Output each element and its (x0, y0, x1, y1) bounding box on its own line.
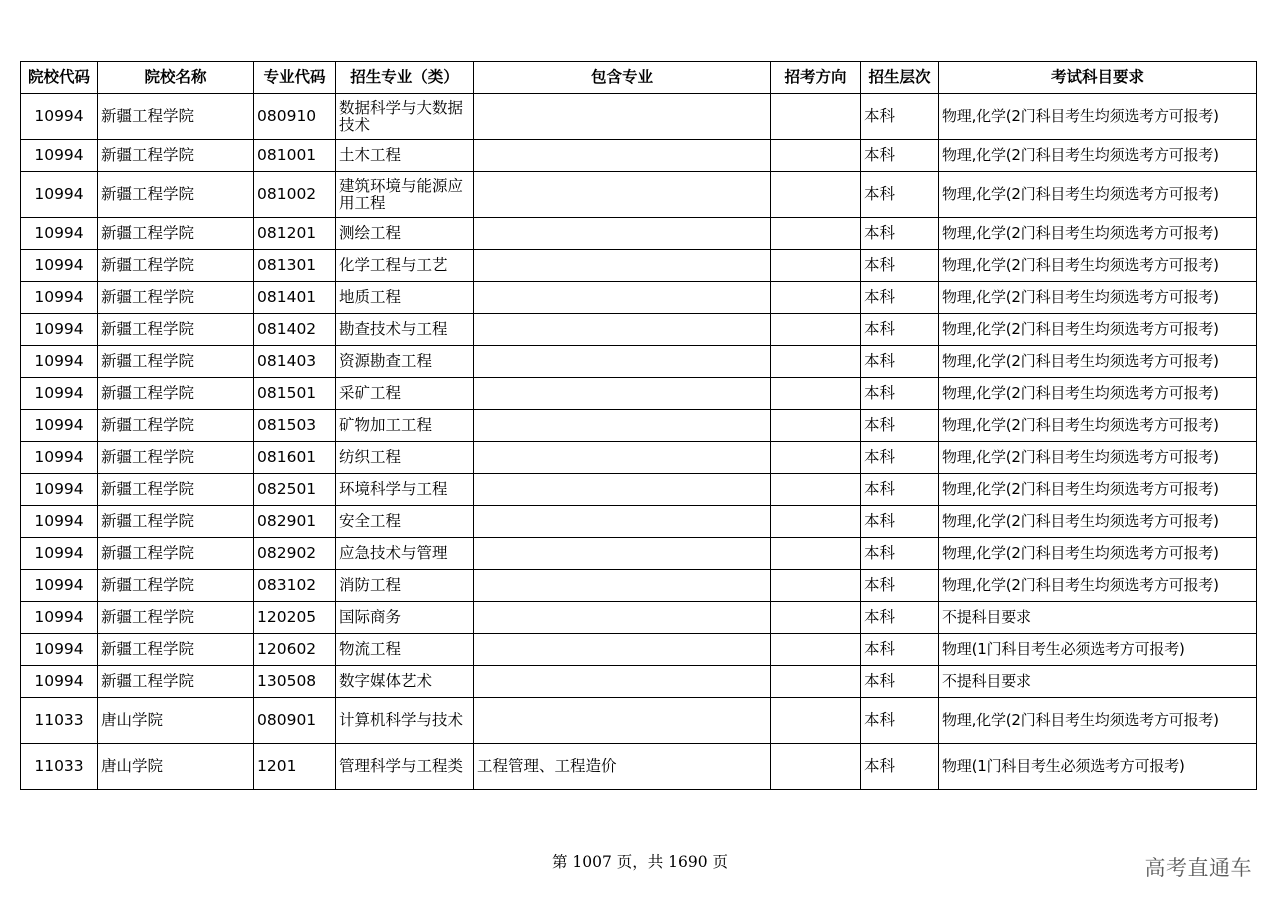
major-cell: 数据科学与大数据技术 (336, 94, 474, 140)
table-row (21, 410, 1257, 442)
included-majors-cell (474, 346, 771, 378)
direction-cell (771, 570, 861, 602)
school-name-cell: 新疆工程学院 (98, 250, 254, 282)
subject-requirement-cell: 物理,化学(2门科目考生均须选考方可报考) (939, 570, 1257, 602)
school-code-cell: 10994 (21, 474, 98, 506)
included-majors-cell (474, 282, 771, 314)
table-row (21, 602, 1257, 634)
school-code-cell: 11033 (21, 698, 98, 744)
table-row (21, 218, 1257, 250)
school-code-cell: 10994 (21, 410, 98, 442)
major-code-cell: 081601 (254, 442, 336, 474)
table-row (21, 250, 1257, 282)
major-code-cell: 081403 (254, 346, 336, 378)
major-code-cell: 130508 (254, 666, 336, 698)
included-majors-cell (474, 474, 771, 506)
school-code-cell: 10994 (21, 634, 98, 666)
major-cell: 纺织工程 (336, 442, 474, 474)
subject-requirement-cell: 物理,化学(2门科目考生均须选考方可报考) (939, 346, 1257, 378)
table-row (21, 634, 1257, 666)
table-row (21, 474, 1257, 506)
direction-cell (771, 442, 861, 474)
level-cell: 本科 (861, 666, 939, 698)
included-majors-cell (474, 140, 771, 172)
direction-cell (771, 250, 861, 282)
major-cell: 消防工程 (336, 570, 474, 602)
header-school-code: 院校代码 (21, 62, 98, 94)
direction-cell (771, 314, 861, 346)
header-major-code: 专业代码 (254, 62, 336, 94)
header-included-majors: 包含专业 (474, 62, 771, 94)
header-row (21, 62, 1257, 94)
subject-requirement-cell: 物理,化学(2门科目考生均须选考方可报考) (939, 442, 1257, 474)
school-name-cell: 唐山学院 (98, 744, 254, 790)
table-row (21, 140, 1257, 172)
subject-requirement-cell: 物理(1门科目考生必须选考方可报考) (939, 634, 1257, 666)
major-code-cell: 081002 (254, 172, 336, 218)
major-cell: 地质工程 (336, 282, 474, 314)
table-body (21, 94, 1257, 790)
school-name-cell: 新疆工程学院 (98, 378, 254, 410)
subject-requirement-cell: 物理,化学(2门科目考生均须选考方可报考) (939, 410, 1257, 442)
major-code-cell: 082902 (254, 538, 336, 570)
school-name-cell: 新疆工程学院 (98, 410, 254, 442)
header-direction: 招考方向 (771, 62, 861, 94)
subject-requirement-cell: 物理,化学(2门科目考生均须选考方可报考) (939, 250, 1257, 282)
included-majors-cell (474, 442, 771, 474)
level-cell: 本科 (861, 250, 939, 282)
subject-requirement-cell: 物理,化学(2门科目考生均须选考方可报考) (939, 282, 1257, 314)
school-name-cell: 新疆工程学院 (98, 282, 254, 314)
table-row (21, 666, 1257, 698)
level-cell: 本科 (861, 410, 939, 442)
school-name-cell: 新疆工程学院 (98, 570, 254, 602)
major-cell: 管理科学与工程类 (336, 744, 474, 790)
school-code-cell: 10994 (21, 570, 98, 602)
subject-requirement-cell: 不提科目要求 (939, 602, 1257, 634)
level-cell: 本科 (861, 602, 939, 634)
included-majors-cell (474, 602, 771, 634)
major-cell: 矿物加工工程 (336, 410, 474, 442)
direction-cell (771, 172, 861, 218)
subject-requirement-cell: 物理,化学(2门科目考生均须选考方可报考) (939, 538, 1257, 570)
table-row (21, 94, 1257, 140)
table-row (21, 282, 1257, 314)
school-name-cell: 唐山学院 (98, 698, 254, 744)
level-cell: 本科 (861, 744, 939, 790)
school-code-cell: 10994 (21, 314, 98, 346)
subject-requirement-cell: 不提科目要求 (939, 666, 1257, 698)
major-cell: 数字媒体艺术 (336, 666, 474, 698)
level-cell: 本科 (861, 698, 939, 744)
level-cell: 本科 (861, 282, 939, 314)
level-cell: 本科 (861, 474, 939, 506)
subject-requirement-cell: 物理,化学(2门科目考生均须选考方可报考) (939, 698, 1257, 744)
school-code-cell: 10994 (21, 250, 98, 282)
table-row (21, 314, 1257, 346)
level-cell: 本科 (861, 218, 939, 250)
school-name-cell: 新疆工程学院 (98, 506, 254, 538)
school-name-cell: 新疆工程学院 (98, 172, 254, 218)
subject-requirement-cell: 物理,化学(2门科目考生均须选考方可报考) (939, 94, 1257, 140)
major-cell: 测绘工程 (336, 218, 474, 250)
direction-cell (771, 94, 861, 140)
level-cell: 本科 (861, 172, 939, 218)
table-row (21, 538, 1257, 570)
table-row (21, 570, 1257, 602)
school-code-cell: 10994 (21, 666, 98, 698)
included-majors-cell (474, 378, 771, 410)
level-cell: 本科 (861, 538, 939, 570)
major-code-cell: 081001 (254, 140, 336, 172)
included-majors-cell (474, 506, 771, 538)
major-code-cell: 080901 (254, 698, 336, 744)
direction-cell (771, 218, 861, 250)
direction-cell (771, 410, 861, 442)
table-row (21, 744, 1257, 790)
direction-cell (771, 282, 861, 314)
direction-cell (771, 506, 861, 538)
school-code-cell: 10994 (21, 442, 98, 474)
school-name-cell: 新疆工程学院 (98, 666, 254, 698)
included-majors-cell (474, 250, 771, 282)
admissions-table (20, 61, 1257, 790)
subject-requirement-cell: 物理,化学(2门科目考生均须选考方可报考) (939, 218, 1257, 250)
subject-requirement-cell: 物理,化学(2门科目考生均须选考方可报考) (939, 378, 1257, 410)
major-cell: 土木工程 (336, 140, 474, 172)
subject-requirement-cell: 物理,化学(2门科目考生均须选考方可报考) (939, 314, 1257, 346)
level-cell: 本科 (861, 506, 939, 538)
header-school-name: 院校名称 (98, 62, 254, 94)
major-code-cell: 081301 (254, 250, 336, 282)
school-code-cell: 10994 (21, 506, 98, 538)
included-majors-cell: 工程管理、工程造价 (474, 744, 771, 790)
major-code-cell: 1201 (254, 744, 336, 790)
included-majors-cell (474, 634, 771, 666)
included-majors-cell (474, 538, 771, 570)
school-code-cell: 11033 (21, 744, 98, 790)
major-cell: 物流工程 (336, 634, 474, 666)
major-code-cell: 081503 (254, 410, 336, 442)
school-name-cell: 新疆工程学院 (98, 602, 254, 634)
included-majors-cell (474, 698, 771, 744)
table-row (21, 442, 1257, 474)
major-code-cell: 083102 (254, 570, 336, 602)
major-cell: 环境科学与工程 (336, 474, 474, 506)
table-row (21, 506, 1257, 538)
subject-requirement-cell: 物理,化学(2门科目考生均须选考方可报考) (939, 172, 1257, 218)
school-name-cell: 新疆工程学院 (98, 94, 254, 140)
school-code-cell: 10994 (21, 602, 98, 634)
major-code-cell: 080910 (254, 94, 336, 140)
level-cell: 本科 (861, 346, 939, 378)
school-code-cell: 10994 (21, 140, 98, 172)
major-code-cell: 120205 (254, 602, 336, 634)
level-cell: 本科 (861, 94, 939, 140)
major-cell: 安全工程 (336, 506, 474, 538)
school-code-cell: 10994 (21, 538, 98, 570)
school-code-cell: 10994 (21, 346, 98, 378)
header-major: 招生专业（类） (336, 62, 474, 94)
included-majors-cell (474, 172, 771, 218)
school-code-cell: 10994 (21, 172, 98, 218)
direction-cell (771, 698, 861, 744)
major-code-cell: 120602 (254, 634, 336, 666)
school-name-cell: 新疆工程学院 (98, 140, 254, 172)
major-code-cell: 081201 (254, 218, 336, 250)
school-name-cell: 新疆工程学院 (98, 474, 254, 506)
subject-requirement-cell: 物理(1门科目考生必须选考方可报考) (939, 744, 1257, 790)
major-code-cell: 082901 (254, 506, 336, 538)
major-cell: 计算机科学与技术 (336, 698, 474, 744)
school-name-cell: 新疆工程学院 (98, 314, 254, 346)
school-name-cell: 新疆工程学院 (98, 346, 254, 378)
major-code-cell: 081501 (254, 378, 336, 410)
page-number: 第 1007 页，共 1690 页 (551, 853, 729, 871)
direction-cell (771, 634, 861, 666)
major-code-cell: 081401 (254, 282, 336, 314)
major-cell: 采矿工程 (336, 378, 474, 410)
table-row (21, 346, 1257, 378)
subject-requirement-cell: 物理,化学(2门科目考生均须选考方可报考) (939, 506, 1257, 538)
included-majors-cell (474, 666, 771, 698)
subject-requirement-cell: 物理,化学(2门科目考生均须选考方可报考) (939, 140, 1257, 172)
included-majors-cell (474, 94, 771, 140)
included-majors-cell (474, 314, 771, 346)
major-code-cell: 082501 (254, 474, 336, 506)
school-name-cell: 新疆工程学院 (98, 442, 254, 474)
school-code-cell: 10994 (21, 218, 98, 250)
watermark-logo-text: 高考直通车 (1144, 856, 1252, 880)
level-cell: 本科 (861, 634, 939, 666)
school-code-cell: 10994 (21, 94, 98, 140)
school-name-cell: 新疆工程学院 (98, 538, 254, 570)
direction-cell (771, 378, 861, 410)
direction-cell (771, 538, 861, 570)
major-cell: 国际商务 (336, 602, 474, 634)
major-cell: 化学工程与工艺 (336, 250, 474, 282)
school-code-cell: 10994 (21, 378, 98, 410)
subject-requirement-cell: 物理,化学(2门科目考生均须选考方可报考) (939, 474, 1257, 506)
direction-cell (771, 140, 861, 172)
direction-cell (771, 744, 861, 790)
included-majors-cell (474, 218, 771, 250)
table-row (21, 698, 1257, 744)
level-cell: 本科 (861, 442, 939, 474)
major-cell: 建筑环境与能源应用工程 (336, 172, 474, 218)
header-level: 招生层次 (861, 62, 939, 94)
major-cell: 勘查技术与工程 (336, 314, 474, 346)
major-cell: 资源勘查工程 (336, 346, 474, 378)
included-majors-cell (474, 570, 771, 602)
school-code-cell: 10994 (21, 282, 98, 314)
level-cell: 本科 (861, 378, 939, 410)
direction-cell (771, 474, 861, 506)
level-cell: 本科 (861, 314, 939, 346)
level-cell: 本科 (861, 140, 939, 172)
included-majors-cell (474, 410, 771, 442)
table-row (21, 172, 1257, 218)
direction-cell (771, 666, 861, 698)
table-row (21, 378, 1257, 410)
header-subject-requirements: 考试科目要求 (939, 62, 1257, 94)
school-name-cell: 新疆工程学院 (98, 634, 254, 666)
major-code-cell: 081402 (254, 314, 336, 346)
direction-cell (771, 346, 861, 378)
direction-cell (771, 602, 861, 634)
school-name-cell: 新疆工程学院 (98, 218, 254, 250)
level-cell: 本科 (861, 570, 939, 602)
major-cell: 应急技术与管理 (336, 538, 474, 570)
